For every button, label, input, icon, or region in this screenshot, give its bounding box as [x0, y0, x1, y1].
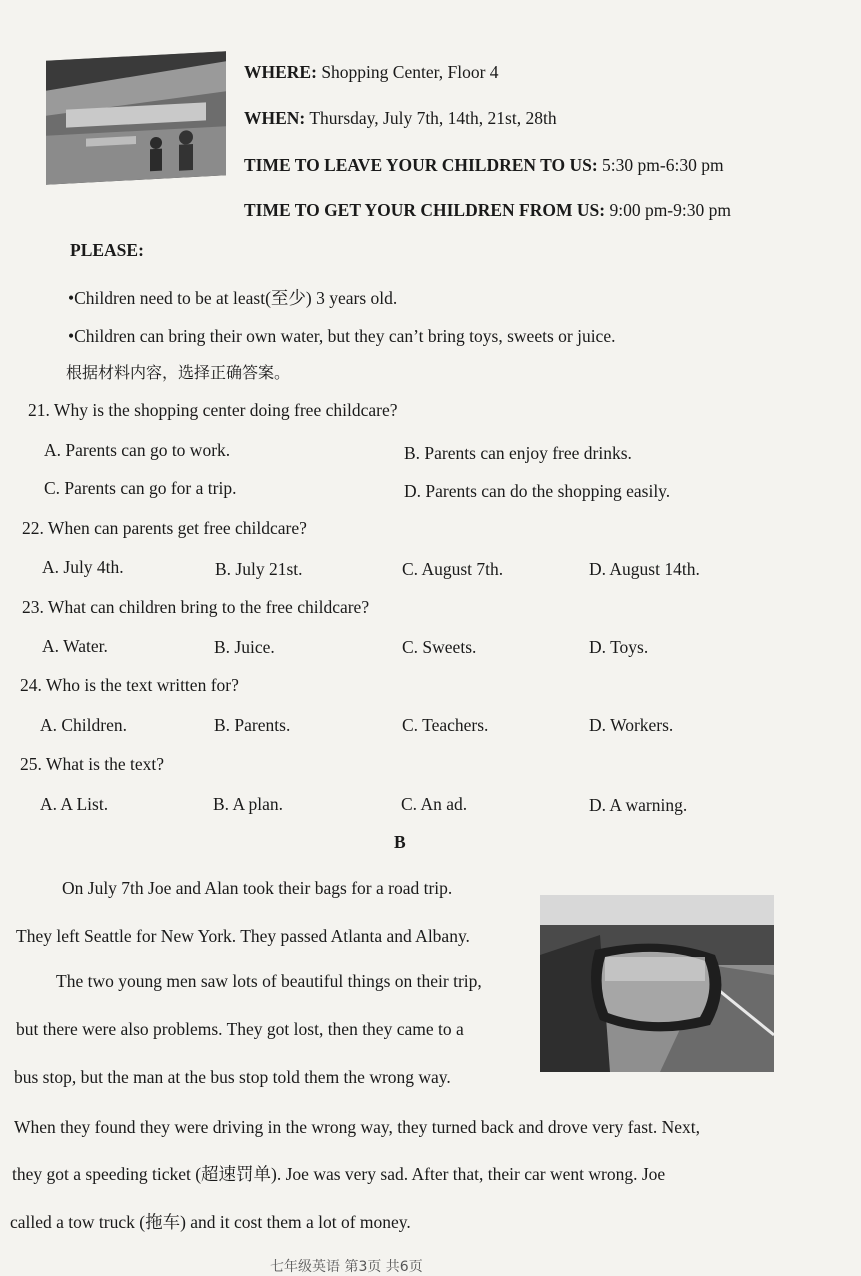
q24-option-d: D. Workers.	[589, 715, 674, 735]
q22-option-c: C. August 7th.	[402, 559, 504, 579]
section-b-heading: B	[394, 832, 406, 852]
q24-option-b: B. Parents.	[214, 715, 291, 735]
question-23: 23. What can children bring to the free childcare?	[22, 597, 370, 617]
rule-1: •Children need to be at least(至少) 3 years old.	[68, 288, 398, 308]
passage-line-1: On July 7th Joe and Alan took their bags for a road trip.	[62, 878, 453, 898]
passage-line-7: they got a speeding ticket (超速罚单). Joe was very sad. After that, their car went wrong. Joe	[12, 1164, 666, 1184]
q21-option-a: A. Parents can go to work.	[44, 440, 231, 460]
q22-option-a: A. July 4th.	[42, 557, 124, 577]
page-footer: 七年级英语 第3页 共6页	[270, 1259, 423, 1275]
when-label: WHEN:	[244, 108, 306, 128]
q21-option-c: C. Parents can go for a trip.	[44, 478, 237, 498]
where-label: WHERE:	[244, 62, 317, 82]
q24-option-c: C. Teachers.	[402, 715, 489, 735]
when-value: Thursday, July 7th, 14th, 21st, 28th	[309, 108, 557, 128]
q21-option-b: B. Parents can enjoy free drinks.	[404, 443, 632, 463]
get-time-line	[244, 200, 731, 221]
leave-time-label: TIME TO LEAVE YOUR CHILDREN TO US:	[244, 155, 598, 175]
question-24: 24. Who is the text written for?	[20, 675, 239, 695]
rule-2: •Children can bring their own water, but they can’t bring toys, sweets or juice.	[68, 326, 616, 346]
question-22: 22. When can parents get free childcare?	[22, 518, 307, 538]
q21-option-d: D. Parents can do the shopping easily.	[404, 481, 671, 501]
get-time-value: 9:00 pm-9:30 pm	[609, 200, 731, 220]
where-value: Shopping Center, Floor 4	[321, 62, 499, 82]
instruction: 根据材料内容，选择正确答案。	[66, 363, 291, 382]
leave-time-line	[244, 155, 724, 176]
q25-option-a: A. A List.	[40, 794, 109, 814]
q22-option-b: B. July 21st.	[215, 559, 303, 579]
q22-option-d: D. August 14th.	[589, 559, 700, 579]
q23-option-a: A. Water.	[42, 636, 108, 656]
q23-option-b: B. Juice.	[214, 637, 275, 657]
please-heading: PLEASE:	[70, 240, 144, 260]
q23-option-c: C. Sweets.	[402, 637, 477, 657]
q25-option-c: C. An ad.	[401, 794, 468, 814]
shopping-center-photo	[46, 51, 226, 184]
passage-line-6: When they found they were driving in the wrong way, they turned back and drove very fast. Next,	[14, 1117, 701, 1137]
where-line	[244, 62, 499, 83]
q23-option-d: D. Toys.	[589, 637, 649, 657]
passage-line-2: They left Seattle for New York. They passed Atlanta and Albany.	[16, 926, 470, 946]
q25-option-b: B. A plan.	[213, 794, 284, 814]
question-21: 21. Why is the shopping center doing free childcare?	[28, 400, 398, 420]
passage-line-3: The two young men saw lots of beautiful things on their trip,	[56, 971, 482, 991]
leave-time-value: 5:30 pm-6:30 pm	[602, 155, 724, 175]
q25-option-d: D. A warning.	[589, 795, 688, 815]
question-25: 25. What is the text?	[20, 754, 165, 774]
when-line	[244, 108, 557, 129]
passage-line-5: bus stop, but the man at the bus stop told them the wrong way.	[14, 1067, 451, 1087]
passage-line-8: called a tow truck (拖车) and it cost them a lot of money.	[10, 1212, 411, 1232]
q24-option-a: A. Children.	[40, 715, 128, 735]
passage-line-4: but there were also problems. They got lost, then they came to a	[16, 1019, 464, 1039]
get-time-label: TIME TO GET YOUR CHILDREN FROM US:	[244, 200, 606, 220]
car-mirror-photo	[540, 895, 774, 1072]
